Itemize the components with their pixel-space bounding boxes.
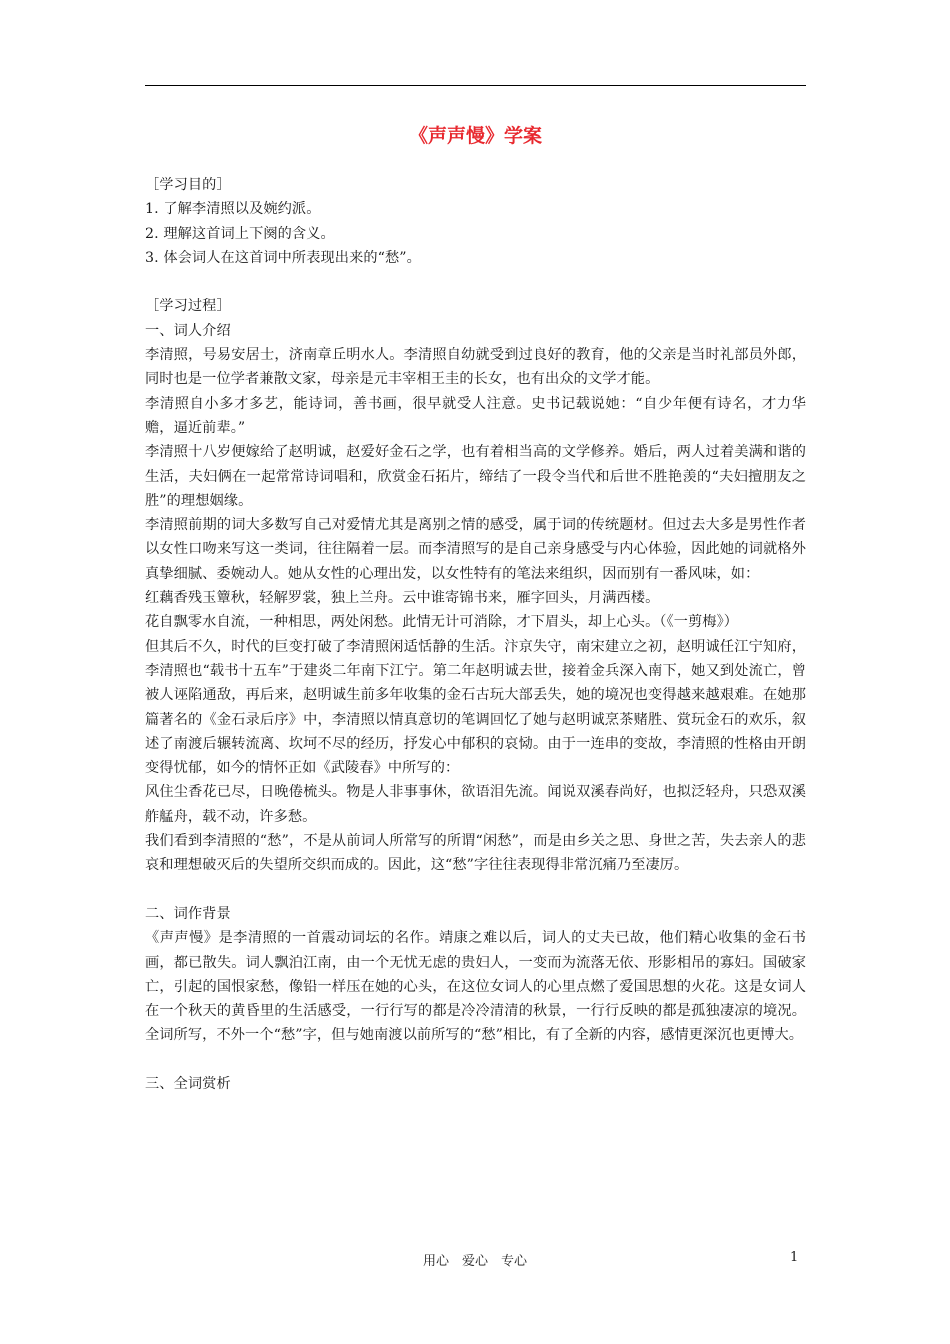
goal-item-3: 3. 体会词人在这首词中所表现出来的“愁”。 [145, 249, 421, 266]
spacer [145, 878, 806, 902]
spacer [145, 1048, 806, 1072]
poem-line: 红藕香残玉簟秋，轻解罗裳，独上兰舟。云中谁寄锦书来，雁字回头，月满西楼。 [145, 590, 660, 607]
subheading-poet-intro: 一、词人介绍 [145, 322, 231, 339]
paragraph: 李清照前期的词大多数写自己对爱情尤其是离别之情的感受，属于词的传统题材。但过去大多是男性作者以女性口吻来写这一类词，往往隔着一层。而李清照写的是自己亲身感受与内心体验，因此她的词就格外真挚细腻、委婉动人。她从女性的心理出发，以女性特有的笔法来组织，因而别有一番风味，如： [145, 517, 806, 582]
paragraph: 我们看到李清照的“愁”，不是从前词人所常写的所谓“闲愁”，而是由乡关之思、身世之苦，失去亲人的悲哀和理想破灭后的失望所交织而成的。因此，这“愁”字往往表现得非常沉痛乃至凄厉。 [145, 833, 806, 874]
page-number: 1 [790, 1250, 799, 1265]
section-heading-process: ［学习过程］ [145, 298, 231, 315]
section-heading-goals: ［学习目的］ [145, 177, 231, 193]
footer-motto: 用心 爱心 专心 [422, 1254, 527, 1269]
document-body [145, 173, 806, 1096]
paragraph: 李清照自小多才多艺，能诗词，善书画，很早就受人注意。史书记载说她：“自少年便有诗名，才力华赡，逼近前辈。” [145, 395, 806, 436]
goal-item-2: 2. 理解这首词上下阕的含义。 [145, 225, 335, 242]
poem-line: 风住尘香花已尽，日晚倦梳头。物是人非事事休，欲语泪先流。闻说双溪春尚好，也拟泛轻舟，只恐双溪舴艋舟，载不动，许多愁。 [145, 784, 806, 825]
spacer [145, 270, 806, 294]
paragraph: 李清照，号易安居士，济南章丘明水人。李清照自幼就受到过良好的教育，他的父亲是当时礼部员外郎，同时也是一位学者兼散文家，母亲是元丰宰相王圭的长女，也有出众的文学才能。 [145, 347, 806, 388]
header-rule [145, 85, 806, 86]
paragraph: 《声声慢》是李清照的一首震动词坛的名作。靖康之难以后，词人的丈夫已故，他们精心收集的金石书画，都已散失。词人飘泊江南，由一个无忧无虑的贵妇人，一变而为流落无依、形影相吊的寡妇。国破家亡，引起的国恨家愁，像铅一样压在她的心头，在这位女词人的心里点燃了爱国思想的火花。这是女词人在一个秋天的黄昏里的生活感受，一行行写的都是冷冷清清的秋景，一行行反映的都是孤独凄凉的境况。全词所写，不外一个“愁”字，但与她南渡以前所写的“愁”相比，有了全新的内容，感情更深沉也更博大。 [145, 930, 806, 1044]
subheading-background: 二、词作背景 [145, 905, 231, 922]
document-title: 《声声慢》学案 [408, 125, 542, 147]
poem-line: 花自飘零水自流，一种相思，两处闲愁。此情无计可消除，才下眉头，却上心头。（《一剪梅》） [145, 614, 739, 631]
paragraph: 但其后不久，时代的巨变打破了李清照闲适恬静的生活。汴京失守，南宋建立之初，赵明诚任江宁知府，李清照也“载书十五车”于建炎二年南下江宁。第二年赵明诚去世，接着金兵深入南下，她又到处流亡，曾被人诬陷通敌，再后来，赵明诚生前多年收集的金石古玩大部丢失，她的境况也变得越来越艰难。在她那篇著名的《金石录后序》中，李清照以情真意切的笔调回忆了她与赵明诚烹茶赌胜、赏玩金石的欢乐，叙述了南渡后辗转流离、坎坷不尽的经历，抒发心中郁积的哀恸。由于一连串的变故，李清照的性格由开朗变得忧郁，如今的情怀正如《武陵春》中所写的： [145, 638, 806, 777]
subheading-appreciation: 三、全词赏析 [145, 1075, 231, 1092]
goal-item-1: 1. 了解李清照以及婉约派。 [145, 201, 321, 218]
paragraph: 李清照十八岁便嫁给了赵明诚，赵爱好金石之学，也有着相当高的文学修养。婚后，两人过着美满和谐的生活，夫妇俩在一起常常诗词唱和，欣赏金石拓片，缔结了一段令当代和后世不胜艳羡的“夫妇擅朋友之胜”的理想姻缘。 [145, 444, 806, 509]
